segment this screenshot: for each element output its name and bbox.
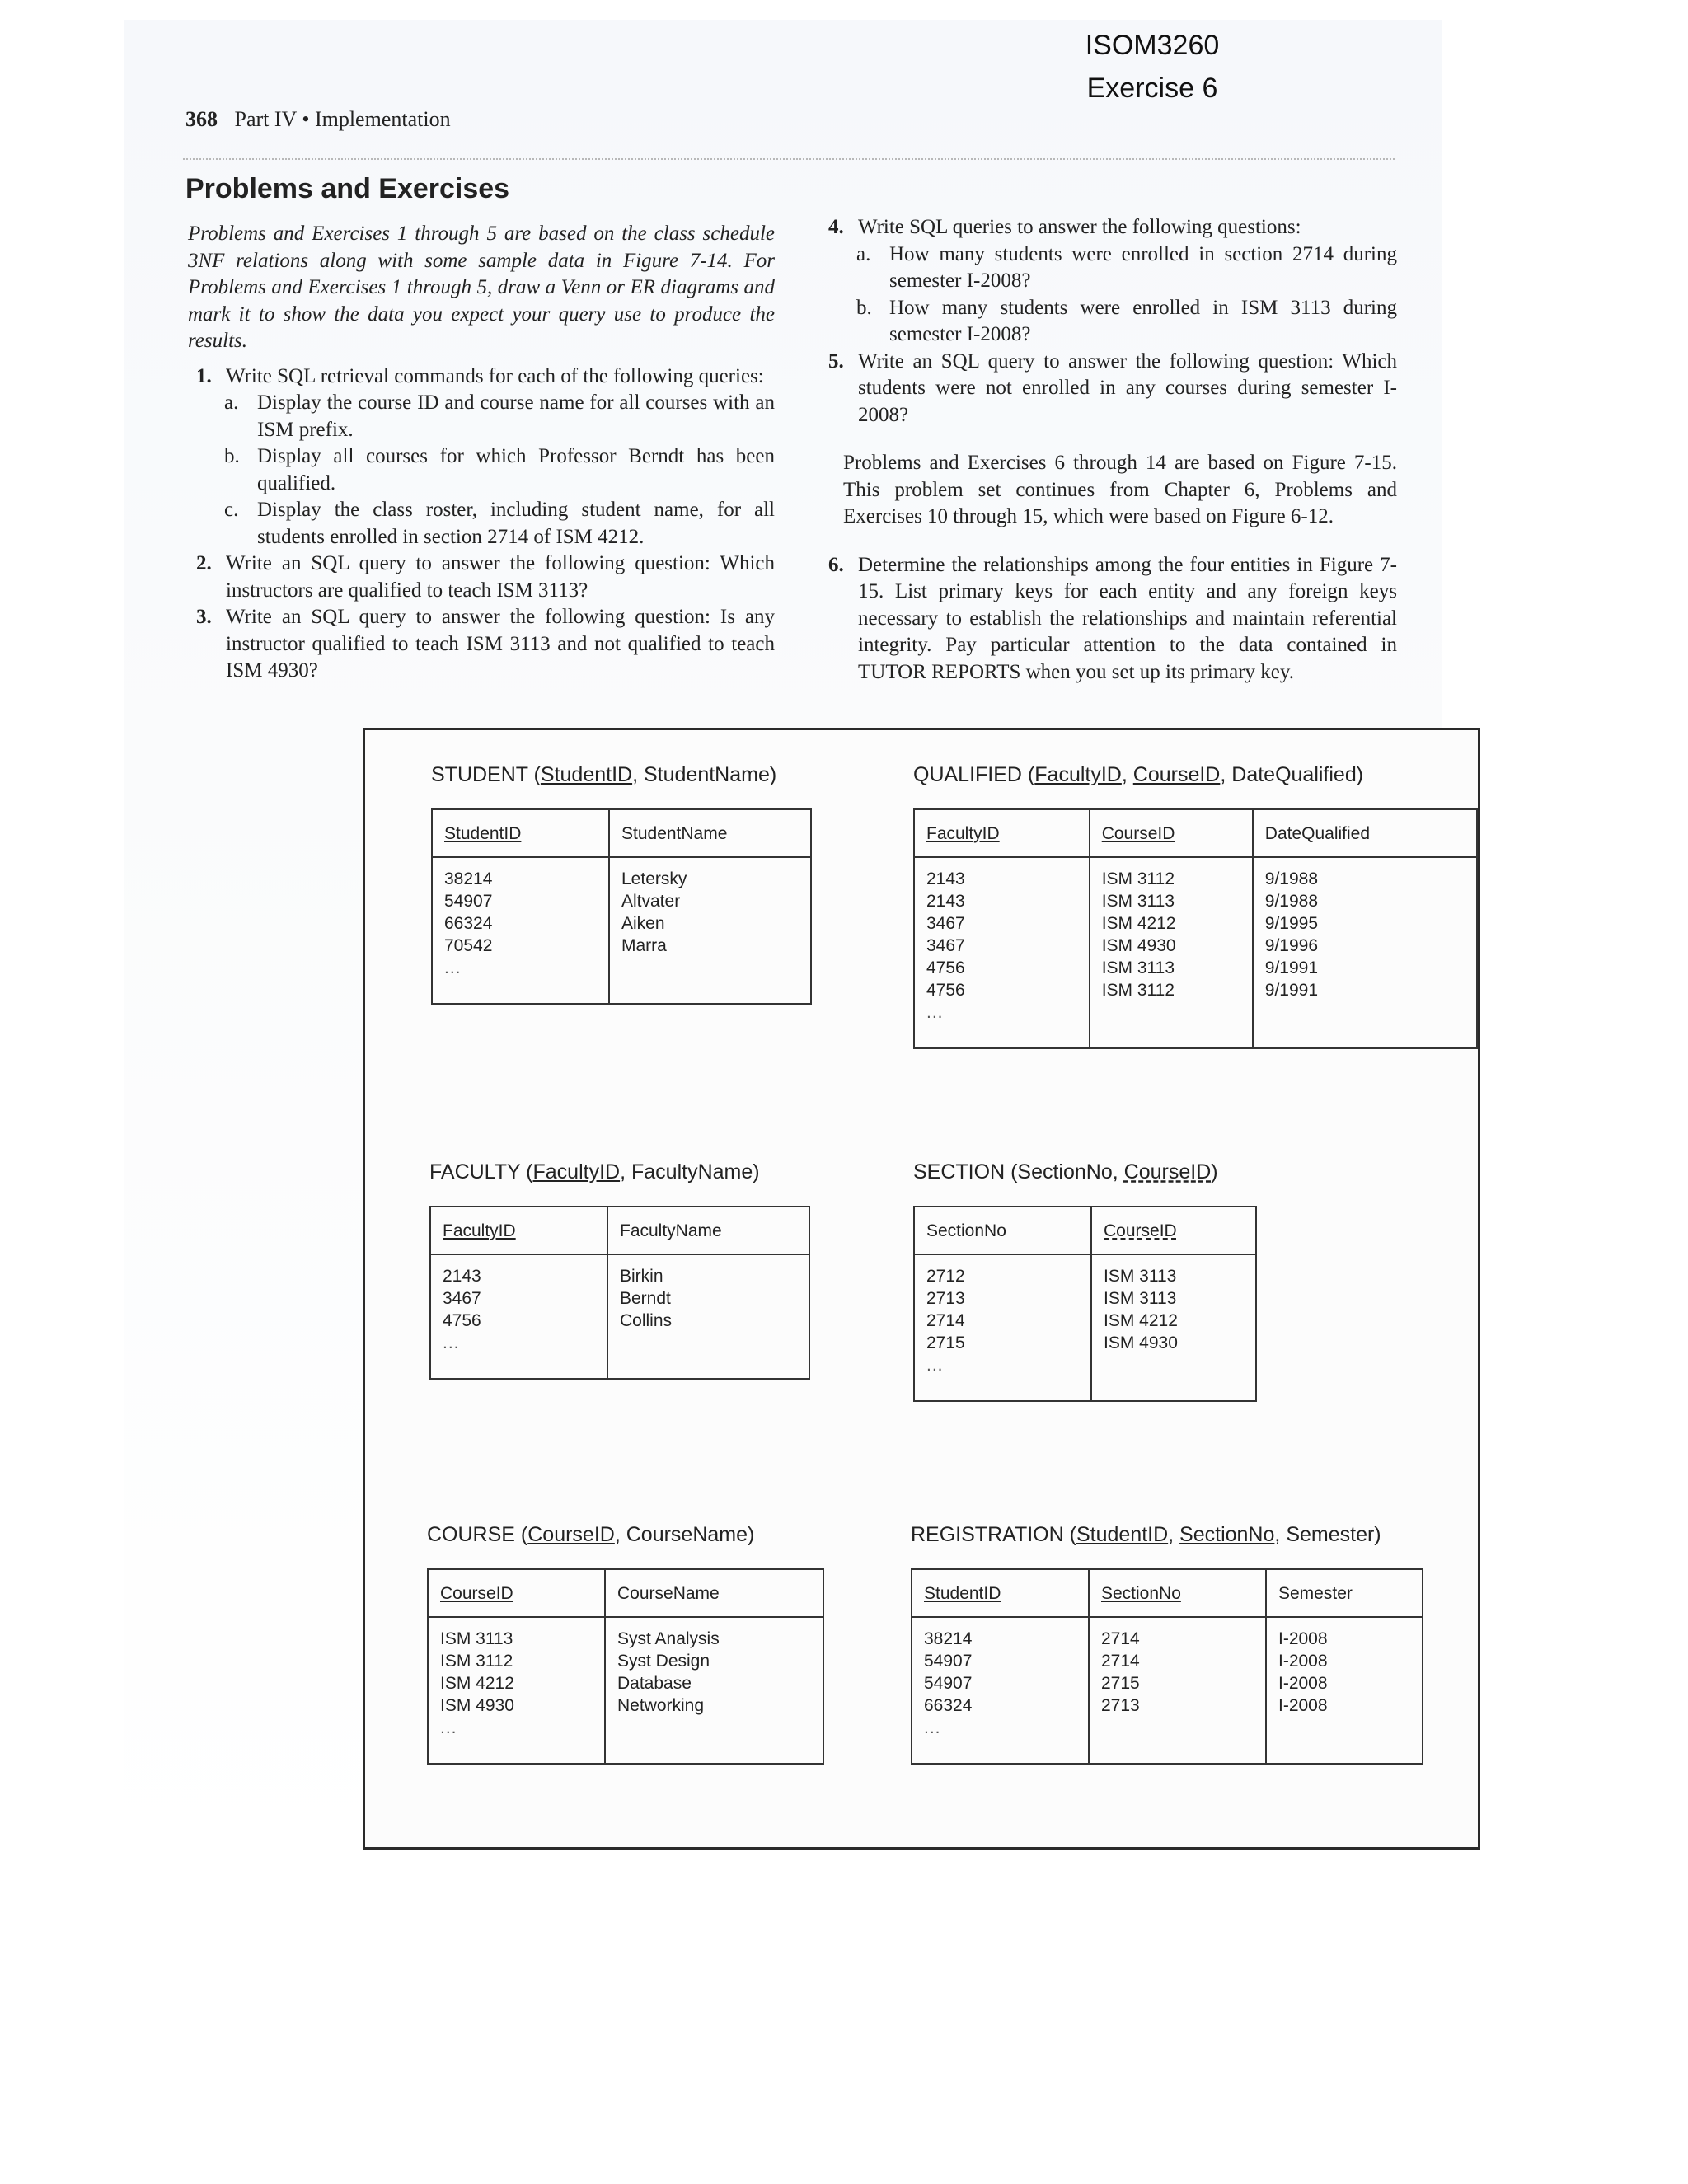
relation-schema: REGISTRATION (StudentID, SectionNo, Semester) [911, 1523, 1381, 1546]
cell-value: ISM 4212 [1104, 1311, 1178, 1330]
relation-table [913, 808, 1478, 1049]
column-header [428, 1569, 605, 1617]
cell-value: 2713 [926, 1289, 965, 1308]
schema-attribute: SectionNo [1179, 1523, 1275, 1546]
column-header [912, 1569, 1089, 1617]
schema-attribute: StudentID [1076, 1523, 1169, 1546]
question-2 [188, 551, 775, 604]
relation-table [427, 1568, 824, 1765]
relation-name: QUALIFIED [913, 763, 1022, 786]
relation-qualified [913, 763, 1478, 1049]
question-number: 3. [196, 606, 212, 628]
table-cell [914, 1254, 1091, 1401]
column-header-label: DateQualified [1264, 824, 1371, 843]
cell-value: Letersky [621, 869, 687, 888]
cell-value: Birkin [620, 1267, 663, 1286]
right-questions [820, 214, 1397, 429]
cell-value: ISM 3113 [1104, 1289, 1177, 1308]
cell-value: ISM 3113 [1101, 892, 1175, 911]
question-text: Write SQL queries to answer the following questions: [858, 216, 1301, 238]
course-code-label: ISOM3260 [1085, 30, 1220, 61]
column-header-label: FacultyID [926, 824, 1000, 843]
left-column [188, 221, 775, 685]
relation-name: FACULTY [429, 1160, 521, 1183]
sub-question-text: Display the course ID and course name for all courses with an ISM prefix. [257, 391, 775, 441]
cell-value: 4756 [926, 958, 965, 977]
relation-name: REGISTRATION [911, 1523, 1064, 1546]
cell-value: 2143 [926, 869, 965, 888]
ellipsis: ... [926, 1003, 944, 1022]
cell-value: 2712 [926, 1267, 965, 1286]
left-questions [188, 363, 775, 685]
schema-attribute: CourseID [1132, 763, 1221, 786]
cell-value: ISM 4212 [1101, 914, 1176, 933]
schema-attribute: CourseName [626, 1523, 748, 1546]
cell-value: 2714 [1101, 1629, 1140, 1648]
table-row [914, 1254, 1256, 1401]
cell-value: 38214 [924, 1629, 973, 1648]
table-cell [912, 1617, 1089, 1764]
cell-value: 2714 [1101, 1652, 1140, 1671]
cell-value: 9/1991 [1264, 981, 1319, 1000]
question-text: Write an SQL query to answer the following question: Is any instructor qualified to teach ISM 3113 and not qualified to teach ISM 4930? [226, 606, 775, 682]
relation-schema: COURSE (CourseID, CourseName) [427, 1523, 755, 1546]
cell-value: 38214 [444, 869, 493, 888]
cell-value: 4756 [926, 981, 965, 1000]
table-cell [609, 857, 811, 1004]
cell-value: 2143 [443, 1267, 481, 1286]
running-head [185, 107, 451, 132]
column-header-label: FacultyName [620, 1221, 722, 1240]
cell-value: ISM 4212 [440, 1674, 514, 1693]
figure-reference-paragraph: Problems and Exercises 6 through 14 are based on Figure 7-15. This problem set continues from Chapter 6, Problems and Exercises 10 through 15, which were based on Figure 6-12. [843, 452, 1397, 527]
exercise-label: Exercise 6 [1086, 73, 1218, 104]
sub-question-letter: b. [856, 296, 872, 319]
cell-value: Collins [620, 1311, 673, 1330]
cell-value: 4756 [443, 1311, 481, 1330]
column-header [432, 809, 609, 857]
cell-value: 2143 [926, 892, 965, 911]
table-cell [1266, 1617, 1423, 1764]
relation-schema: SECTION (SectionNo, CourseID) [913, 1160, 1218, 1183]
column-header-label: CourseID [1101, 824, 1175, 843]
table-cell [1089, 1617, 1266, 1764]
schema-attribute: CourseID [528, 1523, 615, 1546]
cell-value: Networking [617, 1696, 705, 1715]
cell-value: 9/1988 [1264, 869, 1319, 888]
relation-course [427, 1523, 824, 1765]
cell-value: 3467 [926, 936, 965, 955]
ellipsis: ... [924, 1718, 941, 1737]
cell-value: 3467 [443, 1289, 481, 1308]
cell-value: 54907 [924, 1674, 973, 1693]
relation-schema: FACULTY (FacultyID, FacultyName) [429, 1160, 760, 1183]
table-cell [428, 1617, 605, 1764]
cell-value: 3467 [926, 914, 965, 933]
cell-value: ISM 3113 [1104, 1267, 1177, 1286]
relation-student [431, 763, 812, 1005]
section-title: Problems and Exercises [185, 173, 510, 204]
ellipsis: ... [440, 1718, 457, 1737]
relation-schema: QUALIFIED (FacultyID, CourseID, DateQualified) [913, 763, 1364, 786]
schema-attribute: StudentID [540, 763, 633, 786]
table-row [430, 1254, 809, 1379]
table-cell [1091, 1254, 1256, 1401]
cell-value: 2714 [926, 1311, 965, 1330]
cell-value: 9/1988 [1264, 892, 1319, 911]
schema-attribute: Semester [1286, 1523, 1375, 1546]
table-cell [607, 1254, 809, 1379]
sub-question-text: How many students were enrolled in ISM 3113 during semester I-2008? [889, 296, 1397, 345]
sub-question-letter: b. [224, 445, 240, 467]
column-header [914, 1207, 1091, 1254]
schema-attribute: FacultyID [1034, 763, 1122, 786]
column-header [607, 1207, 809, 1254]
ellipsis: ... [926, 1356, 944, 1375]
relation-table [429, 1206, 810, 1380]
schema-attribute: FacultyName [631, 1160, 753, 1183]
table-row [432, 857, 811, 1004]
ellipsis: ... [444, 958, 462, 977]
table-cell [432, 857, 609, 1004]
cell-value: ISM 3112 [440, 1652, 513, 1671]
ellipsis: ... [443, 1333, 460, 1352]
schema-attribute: StudentName [643, 763, 770, 786]
column-header [914, 809, 1090, 857]
question-number: 2. [196, 552, 212, 574]
schema-attribute: DateQualified [1231, 763, 1357, 786]
sub-question [188, 443, 775, 497]
sub-question-letter: c. [224, 499, 239, 521]
column-header [1253, 809, 1477, 857]
relation-table [913, 1206, 1257, 1402]
table-cell [605, 1617, 823, 1764]
relation-schema: STUDENT (StudentID, StudentName) [431, 763, 777, 786]
cell-value: Database [617, 1674, 692, 1693]
cell-value: 70542 [444, 936, 493, 955]
sub-question [188, 390, 775, 443]
table-cell [1090, 857, 1253, 1048]
cell-value: 66324 [444, 914, 493, 933]
cell-value: ISM 4930 [1104, 1333, 1178, 1352]
table-row [912, 1617, 1423, 1764]
relation-section [913, 1160, 1257, 1402]
table-cell [1253, 857, 1477, 1048]
sub-question-text: Display all courses for which Professor Berndt has been qualified. [257, 445, 775, 494]
header-rule [183, 158, 1395, 160]
table-row [428, 1617, 823, 1764]
relation-faculty [429, 1160, 810, 1380]
cell-value: 9/1995 [1264, 914, 1319, 933]
cell-value: I-2008 [1278, 1674, 1328, 1693]
right-column [820, 214, 1397, 686]
question-1 [188, 363, 775, 391]
cell-value: 9/1991 [1264, 958, 1319, 977]
question-text: Write an SQL query to answer the following question: Which instructors are qualified to teach ISM 3113? [226, 552, 775, 602]
relation-table [431, 808, 812, 1005]
column-header [1090, 809, 1253, 857]
column-header-label: StudentID [924, 1584, 1001, 1603]
cell-value: Syst Analysis [617, 1629, 720, 1648]
cell-value: ISM 3112 [1101, 869, 1175, 888]
cell-value: 66324 [924, 1696, 973, 1715]
column-header [605, 1569, 823, 1617]
cell-value: I-2008 [1278, 1652, 1328, 1671]
question-5 [820, 349, 1397, 429]
relation-registration [911, 1523, 1423, 1765]
question-text: Determine the relationships among the four entities in Figure 7-15. List primary keys for each entity and any foreign keys necessary to establish the relationships and maintain referential integrity. Pay particular attention to the data contained in TUTOR REPORTS when you set up its primary key. [858, 553, 1397, 683]
cell-value: Altvater [621, 892, 681, 911]
sub-question [820, 295, 1397, 349]
column-header [1266, 1569, 1423, 1617]
column-header-label: CourseID [440, 1584, 513, 1603]
column-header-label: SectionNo [926, 1221, 1006, 1240]
cell-value: Marra [621, 936, 667, 955]
sub-question [188, 497, 775, 551]
table-cell [430, 1254, 607, 1379]
cell-value: ISM 4930 [1101, 936, 1176, 955]
cell-value: I-2008 [1278, 1629, 1328, 1648]
column-header-label: CourseID [1104, 1221, 1177, 1240]
relation-table [911, 1568, 1423, 1765]
question-text: Write SQL retrieval commands for each of the following queries: [226, 364, 764, 387]
cell-value: 2715 [1101, 1674, 1140, 1693]
column-header [1091, 1207, 1256, 1254]
sub-question-text: Display the class roster, including student name, for all students enrolled in section 2714 of ISM 4212. [257, 499, 775, 548]
page-number: 368 [185, 107, 218, 131]
column-header-label: Semester [1278, 1584, 1353, 1603]
cell-value: ISM 3113 [1101, 958, 1175, 977]
cell-value: I-2008 [1278, 1696, 1328, 1715]
schema-attribute: CourseID [1123, 1160, 1212, 1183]
running-title: Part IV • Implementation [234, 107, 451, 131]
question-number: 6. [828, 553, 844, 576]
cell-value: ISM 3113 [440, 1629, 513, 1648]
question-number: 1. [196, 364, 212, 387]
relation-name: STUDENT [431, 763, 528, 786]
column-header-label: SectionNo [1101, 1584, 1181, 1603]
column-header [430, 1207, 607, 1254]
sub-question-text: How many students were enrolled in section 2714 during semester I-2008? [889, 242, 1397, 292]
schema-attribute: FacultyID [532, 1160, 621, 1183]
cell-value: 54907 [924, 1652, 973, 1671]
column-header-label: CourseName [617, 1584, 720, 1603]
table-cell [914, 857, 1090, 1048]
column-header-label: StudentName [621, 824, 728, 843]
question-3 [188, 604, 775, 685]
sub-question-letter: a. [856, 242, 871, 265]
relation-name: SECTION [913, 1160, 1006, 1183]
cell-value: 2715 [926, 1333, 965, 1352]
cell-value: 54907 [444, 892, 493, 911]
column-header [1089, 1569, 1266, 1617]
cell-value: 2713 [1101, 1696, 1140, 1715]
cell-value: Aiken [621, 914, 665, 933]
question-text: Write an SQL query to answer the following question: Which students were not enrolled in any courses during semester I-2008? [858, 349, 1397, 426]
cell-value: ISM 3112 [1101, 981, 1175, 1000]
cell-value: ISM 4930 [440, 1696, 514, 1715]
cell-value: Syst Design [617, 1652, 710, 1671]
cell-value: 9/1996 [1264, 936, 1319, 955]
schema-attribute: SectionNo [1017, 1160, 1113, 1183]
column-header-label: FacultyID [443, 1221, 516, 1240]
question-number: 4. [828, 216, 844, 238]
question-4 [820, 214, 1397, 241]
question-6 [820, 552, 1397, 687]
column-header-label: StudentID [444, 824, 522, 843]
question-number: 5. [828, 349, 844, 373]
column-header [609, 809, 811, 857]
relation-name: COURSE [427, 1523, 515, 1546]
sub-question-letter: a. [224, 391, 239, 414]
table-row [914, 857, 1477, 1048]
sub-question [820, 241, 1397, 295]
figure-7-14 [363, 728, 1480, 1850]
cell-value: Berndt [620, 1289, 671, 1308]
intro-paragraph: Problems and Exercises 1 through 5 are based on the class schedule 3NF relations along with some sample data in Figure 7-14. For Problems and Exercises 1 through 5, draw a Venn or ER diagrams and mark it to show the data you expect your query use to produce the results. [188, 223, 775, 352]
